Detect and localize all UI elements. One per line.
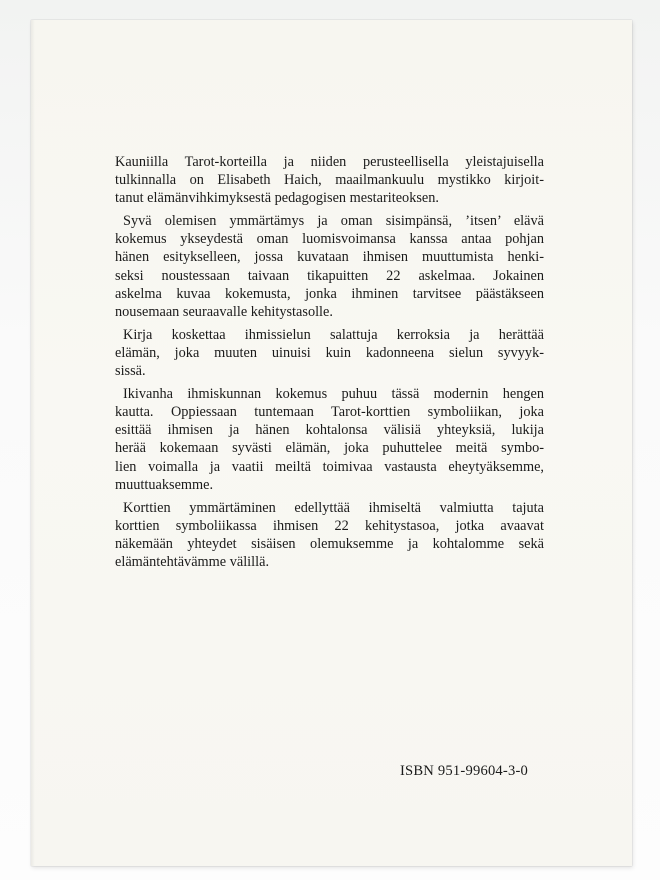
text-line: muuttuaksemme.	[115, 476, 214, 493]
paragraph-4	[115, 385, 544, 494]
text-line: korttien symboliikassa ihmisen 22 kehitystasoa, jotka avaavat	[115, 517, 544, 534]
text-line: kokemus ykseydestä oman luomisvoimansa kanssa antaa pohjan	[115, 231, 544, 248]
text-line: Kirja koskettaa ihmissielun salattuja kerroksia ja herättää	[123, 326, 544, 343]
text-line: näkemään yhteydet sisäisen olemuksemme ja kohtalomme sekä	[115, 535, 544, 552]
text-line: tanut elämänvihkimyksestä pedagogisen mestariteoksen.	[115, 190, 439, 207]
text-line: Syvä olemisen ymmärtämys ja oman sisimpänsä, ’itsen’ elävä	[123, 213, 544, 230]
text-line: sissä.	[115, 363, 146, 380]
text-line: kautta. Oppiessaan tuntemaan Tarot-korttien symboliikan, joka	[115, 404, 544, 421]
paragraph-1	[115, 153, 544, 207]
text-line: elämän, joka muuten uinuisi kuin kadonneena sielun syvyyk-	[115, 344, 544, 361]
text-line: Kauniilla Tarot-korteilla ja niiden perusteellisella yleistajuisella	[115, 154, 544, 170]
paragraph-2	[115, 212, 544, 321]
text-line: herää kokemaan syvästi elämän, joka puhuttelee meitä symbo-	[115, 440, 544, 457]
isbn-number: ISBN 951-99604-3-0	[400, 763, 529, 779]
text-line: tulkinnalla on Elisabeth Haich, maailmankuulu mystikko kirjoit-	[115, 172, 544, 189]
text-line: elämäntehtävämme välillä.	[115, 553, 270, 570]
text-line: askelma kuvaa kokemusta, jonka ihminen tarvitsee päästäkseen	[115, 285, 544, 302]
paragraph-3	[115, 326, 544, 380]
text-line: lien voimalla ja vaatii meiltä toimivaa vastausta eheytyäksemme,	[115, 458, 544, 475]
text-line: seksi noustessaan taivaan tikapuitten 22 askelmaa. Jokainen	[115, 267, 544, 284]
text-line: Korttien ymmärtäminen edellyttää ihmiseltä valmiutta tajuta	[123, 499, 544, 516]
text-line: nousemaan seuraavalle kehitystasolle.	[115, 303, 333, 320]
text-line: esittää ihmisen ja hänen kohtalonsa välisiä yhteyksiä, lukija	[115, 422, 544, 439]
paragraph-5	[115, 499, 544, 571]
text-line: Ikivanha ihmiskunnan kokemus puhuu tässä modernin hengen	[123, 386, 544, 403]
back-cover-blurb	[115, 153, 544, 576]
text-line: hänen esitykselleen, jossa kuvataan ihmisen muuttumista henki-	[115, 249, 544, 266]
